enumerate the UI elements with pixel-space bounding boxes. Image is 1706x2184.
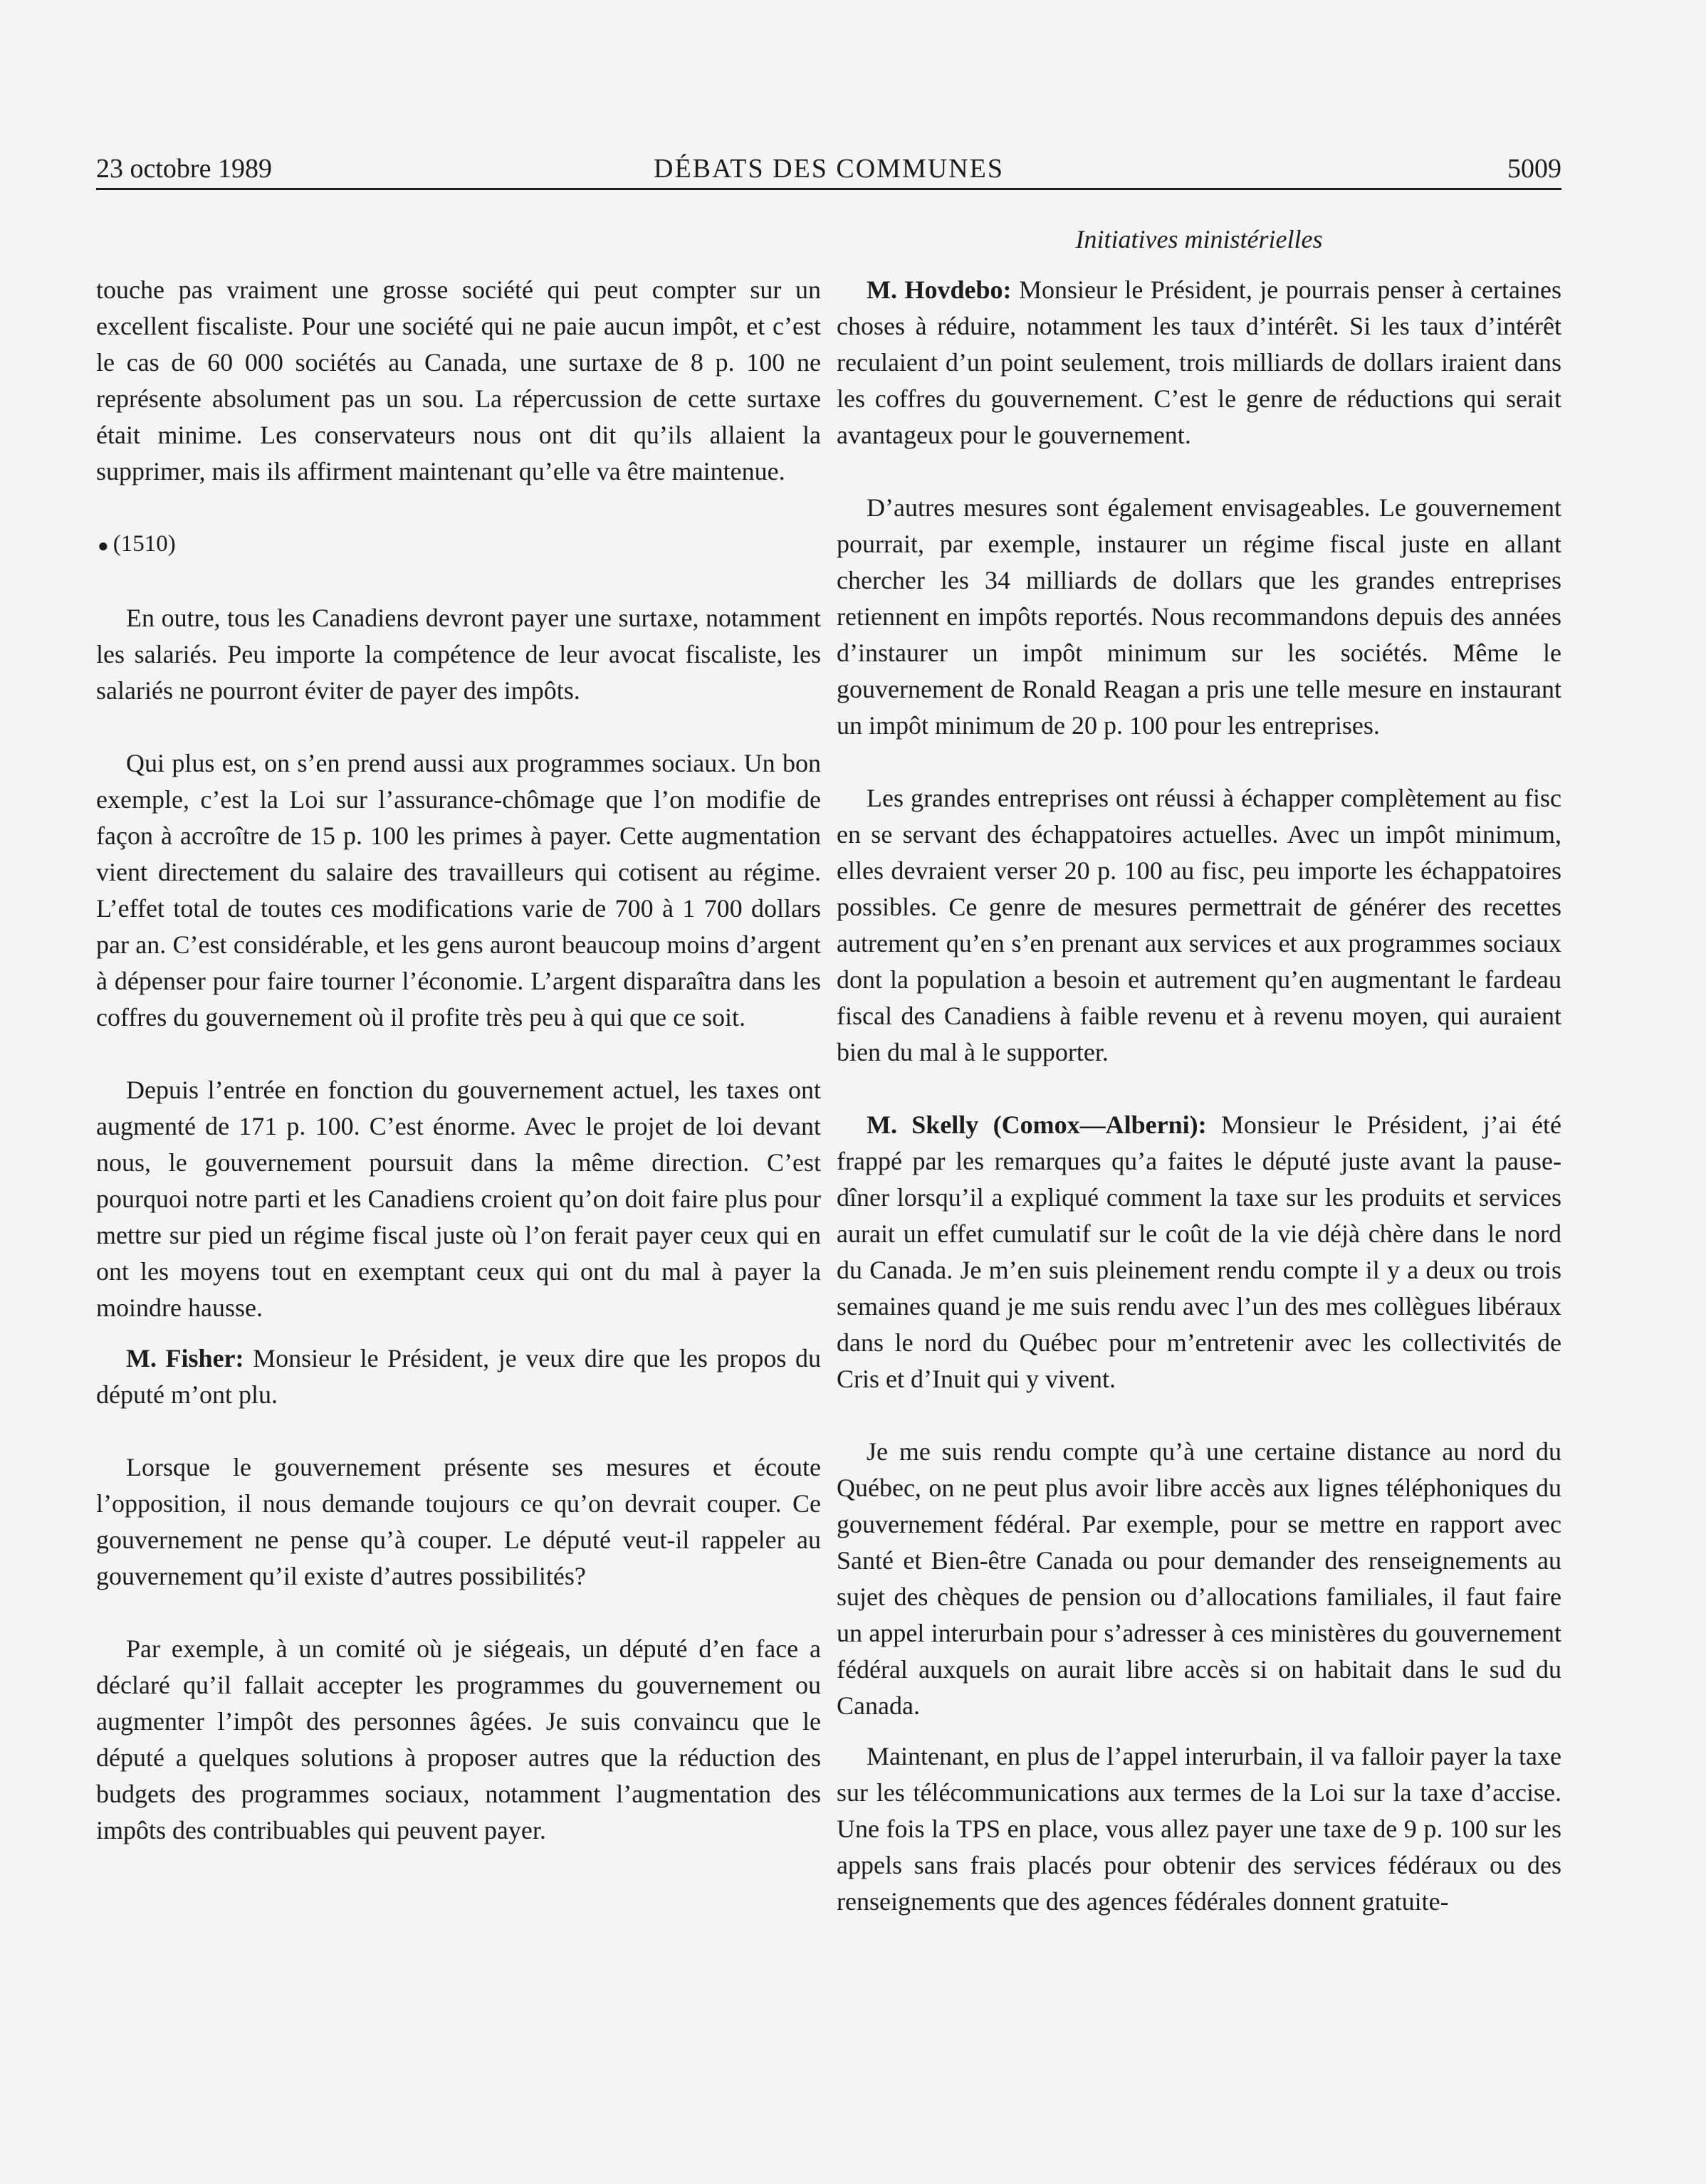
speech-text: Monsieur le Président, j’ai été frappé par les remarques qu’a faites le député juste avant la pause-dîner lorsqu’il a expliqué comment la taxe sur les produits et services aurait un effet cumulatif sur le coût de la vie déjà chère dans le nord du Canada. Je m’en suis pleinement rendu compte il y a deux ou trois semaines quand je me suis rendu avec l’un des mes collègues libéraux dans le nord du Québec pour m’entretenir avec les collectivités de Cris et d’Inuit qui y vivent.	[837, 1111, 1561, 1393]
timestamp-text: (1510)	[112, 531, 176, 557]
skelly-intervention	[837, 1107, 1561, 1397]
bullet-icon: ●	[98, 535, 109, 556]
header-rule	[96, 188, 1561, 190]
right-paragraph-1: D’autres mesures sont également envisageables. Le gouvernement pourrait, par exemple, instaurer un régime fiscal juste en allant chercher les 34 milliards de dollars que les grandes entreprises retiennent en impôts reportés. Nous recommandons depuis des années d’instaurer un impôt minimum sur les sociétés. Même le gouvernement de Ronald Reagan a pris une telle mesure en instaurant un impôt minimum de 20 p. 100 pour les entreprises.	[837, 493, 1561, 740]
timestamp	[96, 526, 821, 564]
left-paragraph-1: touche pas vraiment une grosse société qui peut compter sur un excellent fiscaliste. Pour une société qui ne paie aucun impôt, et c’est le cas de 60 000 sociétés au Canada, une surtaxe de 8 p. 100 ne représente absolument pas un sou. La répercussion de cette surtaxe était minime. Les conservateurs nous ont dit qu’ils allaient la supprimer, mais ils affirment maintenant qu’elle va être maintenue.	[96, 275, 821, 485]
speech-text: Monsieur le Président, je veux dire que les propos du député m’ont plu.	[96, 1343, 821, 1409]
right-paragraph-2: Les grandes entreprises ont réussi à échapper complètement au fisc en se servant des échappatoires actuelles. Avec un impôt minimum, elles devraient verser 20 p. 100 au fisc, peu importe les échappatoires possibles. Ce genre de mesures permettrait de générer des recettes autrement qu’en s’en prenant aux services et aux programmes sociaux dont la population a besoin et autrement qu’en augmentant le fardeau fiscal des Canadiens à faible revenu et à revenu moyen, qui auraient bien du mal à le supporter.	[837, 784, 1561, 1066]
right-column	[837, 272, 1561, 1920]
left-paragraph-4: Depuis l’entrée en fonction du gouvernement actuel, les taxes ont augmenté de 171 p. 100. C’est énorme. Avec le projet de loi devant nous, le gouvernement poursuit dans la même direction. C’est pourquoi notre parti et les Canadiens croient qu’on doit faire plus pour mettre sur pied un régime fiscal juste où l’on ferait payer ceux qui en ont les moyens tout en exemptant ceux qui ont du mal à payer la moindre hausse.	[96, 1075, 821, 1322]
speaker-name: M. Fisher:	[126, 1343, 244, 1372]
hovdebo-intervention	[837, 272, 1561, 453]
page-header	[96, 148, 1561, 189]
right-paragraph-4: Maintenant, en plus de l’appel interurbain, il va falloir payer la taxe sur les télécommunications aux termes de la Loi sur la taxe d’accise. Une fois la TPS en place, vous allez payer une taxe de 9 p. 100 sur les appels sans frais placés pour obtenir des services fédéraux ou des renseignements que des agences fédérales donnent gratuite-	[837, 1742, 1561, 1916]
header-date: 23 octobre 1989	[96, 154, 272, 184]
left-paragraph-3: Qui plus est, on s’en prend aussi aux programmes sociaux. Un bon exemple, c’est la Loi sur l’assurance-chômage que l’on modifie de façon à accroître de 15 p. 100 les primes à payer. Cette augmentation vient directement du salaire des travailleurs qui cotisent au régime. L’effet total de toutes ces modifications varie de 700 à 1 700 dollars par an. C’est considérable, et les gens auront beaucoup moins d’argent à dépenser pour faire tourner l’économie. L’argent disparaîtra dans les coffres du gouvernement où il profite très peu à qui que ce soit.	[96, 748, 821, 1031]
speech-text: Monsieur le Président, je pourrais penser à certaines choses à réduire, notamment les taux d’intérêt. Si les taux d’intérêt reculaient d’un point seulement, trois milliards de dollars iraient dans les coffres du gouvernement. C’est le genre de réductions qui serait avantageux pour le gouvernement.	[837, 275, 1561, 449]
left-paragraph-2: En outre, tous les Canadiens devront payer une surtaxe, notamment les salariés. Peu importe la compétence de leur avocat fiscaliste, les salariés ne pourront éviter de payer des impôts.	[96, 603, 821, 705]
section-title: Initiatives ministérielles	[1075, 225, 1323, 253]
header-page-number: 5009	[1507, 154, 1561, 184]
header-title: DÉBATS DES COMMUNES	[654, 154, 1004, 184]
speaker-name: M. Hovdebo:	[867, 275, 1012, 304]
right-paragraph-3: Je me suis rendu compte qu’à une certaine distance au nord du Québec, on ne peut plus avoir libre accès aux lignes téléphoniques du gouvernement fédéral. Par exemple, pour se mettre en rapport avec Santé et Bien-être Canada ou pour demander des renseignements au sujet des chèques de pension ou d’allocations familiales, il faut faire un appel interurbain pour s’adresser à ces ministères du gouvernement fédéral auxquels on aurait libre accès si on habitait dans le sud du Canada.	[837, 1437, 1561, 1720]
left-paragraph-6: Par exemple, à un comité où je siégeais, un député d’en face a déclaré qu’il fallait accepter les programmes du gouvernement ou augmenter l’impôt des personnes âgées. Je suis convaincu que le député a quelques solutions à proposer autres que la réduction des budgets des programmes sociaux, notamment l’augmentation des impôts des contribuables qui peuvent payer.	[96, 1634, 821, 1844]
fisher-intervention	[96, 1340, 821, 1413]
left-column	[96, 272, 821, 1849]
speaker-name: M. Skelly (Comox—Alberni):	[867, 1111, 1207, 1139]
left-paragraph-5: Lorsque le gouvernement présente ses mesures et écoute l’opposition, il nous demande toujours ce qu’on devrait couper. Ce gouvernement ne pense qu’à couper. Le député veut-il rappeler au gouvernement qu’il existe d’autres possibilités?	[96, 1452, 821, 1590]
